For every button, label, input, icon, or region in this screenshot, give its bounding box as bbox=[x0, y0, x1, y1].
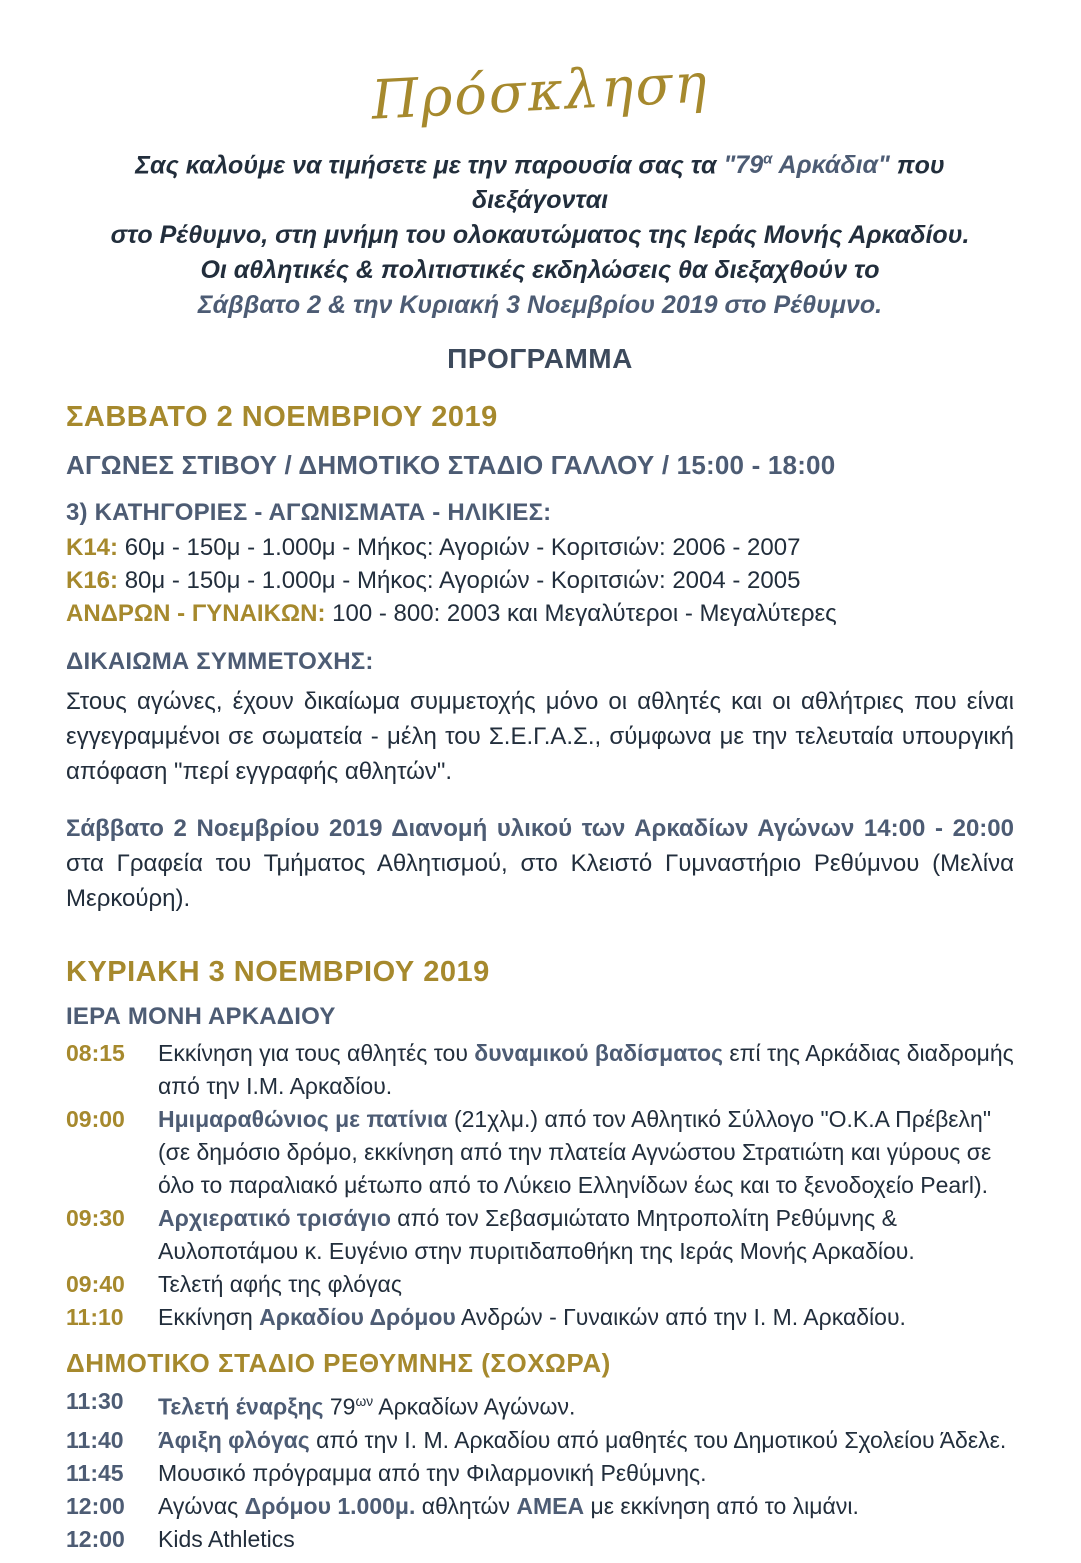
schedule-row bbox=[66, 1424, 1014, 1457]
schedule-row bbox=[66, 1301, 1014, 1334]
text-segment-bold: Άφιξη φλόγας bbox=[158, 1426, 310, 1453]
schedule-description bbox=[158, 1424, 1014, 1457]
schedule-description bbox=[158, 1037, 1014, 1103]
schedule-time: 09:40 bbox=[66, 1271, 125, 1298]
categories-heading: 3) ΚΑΤΗΓΟΡΙΕΣ - ΑΓΩΝΙΣΜΑΤΑ - ΗΛΙΚΙΕΣ: bbox=[66, 499, 552, 527]
category-label: Κ16: bbox=[66, 567, 119, 595]
category-label: Κ14: bbox=[66, 534, 119, 562]
text-segment-bold: ΑΜΕΑ bbox=[516, 1492, 585, 1519]
schedule-description bbox=[158, 1202, 1014, 1268]
intro-line1-post: που διεξάγονται bbox=[471, 151, 945, 215]
schedule-row bbox=[66, 1523, 1014, 1556]
text-segment: με εκκίνηση από το λιμάνι. bbox=[584, 1492, 859, 1519]
schedule-row bbox=[66, 1037, 1014, 1103]
intro-line-2: στο Ρέθυμνο, στη μνήμη του ολοκαυτώματος της Ιεράς Μονής Αρκαδίου. bbox=[110, 221, 970, 250]
event-name-rest: Αρκάδια" bbox=[772, 151, 890, 180]
text-segment: 79 bbox=[323, 1393, 356, 1420]
document-content bbox=[0, 142, 1080, 1556]
text-segment: (21χλμ.) από τον Αθλητικό Σύλλογο "Ο.Κ.Α Πρέβελη" (σε δημόσιο δρόμο, εκκίνηση από την πλατεία Αγνώστου Στρατιώτη και γύρους σε όλο το παραλιακό μέτωπο από το Λύκειο Ελληνίδων έως και το ξενοδοχείο Pearl). bbox=[158, 1106, 992, 1199]
schedule-row bbox=[66, 1202, 1014, 1268]
intro-paragraph bbox=[66, 142, 1014, 323]
text-segment: Αγώνας bbox=[158, 1492, 245, 1519]
text-segment-bold: Ημιμαραθώνιος με πατίνια bbox=[158, 1106, 448, 1133]
text-segment: Εκκίνηση για τους αθλητές του bbox=[158, 1040, 475, 1067]
text-segment: Αρκαδίων Αγώνων. bbox=[373, 1393, 576, 1420]
schedule-time: 11:40 bbox=[66, 1426, 124, 1453]
saturday-heading: ΣΑΒΒΑΤΟ 2 ΝΟΕΜΒΡΙΟΥ 2019 bbox=[66, 401, 498, 434]
schedule-row bbox=[66, 1385, 1014, 1424]
stadium-schedule bbox=[66, 1385, 1014, 1556]
categories-list bbox=[66, 531, 1014, 630]
text-segment: Εκκίνηση bbox=[158, 1304, 260, 1331]
schedule-description bbox=[158, 1490, 1014, 1523]
schedule-time: 09:00 bbox=[66, 1106, 125, 1133]
schedule-time: 11:10 bbox=[66, 1304, 124, 1331]
event-number: "79 bbox=[723, 151, 764, 180]
schedule-description bbox=[158, 1103, 1014, 1202]
schedule-description bbox=[158, 1457, 1014, 1490]
schedule-description bbox=[158, 1268, 1014, 1301]
schedule-description bbox=[158, 1385, 1014, 1424]
monastery-schedule bbox=[66, 1037, 1014, 1334]
event-name-highlight bbox=[723, 151, 889, 179]
schedule-time: 12:00 bbox=[66, 1525, 125, 1552]
text-segment-bold: Αρχιερατικό τρισάγιο bbox=[158, 1205, 391, 1232]
category-row-adults bbox=[66, 597, 1014, 630]
category-row-k14 bbox=[66, 531, 1014, 564]
category-row-k16 bbox=[66, 564, 1014, 597]
text-segment: αθλητών bbox=[415, 1492, 517, 1519]
stadium-heading: ΔΗΜΟΤΙΚΟ ΣΤΑΔΙΟ ΡΕΘΥΜΝΗΣ (ΣΟΧΩΡΑ) bbox=[66, 1348, 611, 1379]
category-label: ΑΝΔΡΩΝ - ΓΥΝΑΙΚΩΝ: bbox=[66, 600, 326, 628]
text-segment: από τον Σεβασμιώτατο Μητροπολίτη Ρεθύμνης & Αυλοποτάμου κ. Ευγένιο στην πυριτιδαποθήκη της Ιεράς Μονής Αρκαδίου. bbox=[158, 1205, 915, 1265]
schedule-time: 09:30 bbox=[66, 1205, 125, 1232]
distribution-paragraph bbox=[66, 811, 1014, 916]
intro-line-1 bbox=[66, 142, 1014, 218]
schedule-row bbox=[66, 1103, 1014, 1202]
text-segment-sup: ων bbox=[355, 1394, 374, 1410]
intro-line1-pre: Σας καλούμε να τιμήσετε με την παρουσία σας τα bbox=[135, 151, 724, 180]
text-segment: επί της Αρκάδιας διαδρομής από την Ι.Μ. Αρκαδίου. bbox=[158, 1040, 1014, 1100]
schedule-time: 11:45 bbox=[66, 1459, 124, 1486]
script-title: Πρόσκληση bbox=[369, 51, 711, 132]
schedule-description bbox=[158, 1301, 1014, 1334]
schedule-row bbox=[66, 1268, 1014, 1301]
participation-paragraph: Στους αγώνες, έχουν δικαίωμα συμμετοχής μόνο οι αθλητές και οι αθλήτριες που είναι εγγεγραμμένοι σε σωματεία - μέλη του Σ.Ε.Γ.Α.Σ., σύμφωνα με την τελευταία υπουργική απόφαση "περί εγγραφής αθλητών". bbox=[66, 688, 1014, 786]
program-heading: ΠΡΟΓΡΑΜΜΑ bbox=[447, 343, 633, 375]
distribution-rest-part: στα Γραφεία του Τμήματος Αθλητισμού, στο Κλειστό Γυμναστήριο Ρεθύμνου (Μελίνα Μερκούρη). bbox=[66, 850, 1014, 913]
schedule-row bbox=[66, 1457, 1014, 1490]
event-number-sup: α bbox=[763, 151, 773, 168]
category-text: 80μ - 150μ - 1.000μ - Μήκος: Αγοριών - Κοριτσιών: 2004 - 2005 bbox=[118, 567, 801, 595]
schedule-time: 11:30 bbox=[66, 1388, 124, 1415]
monastery-heading: ΙΕΡΑ ΜΟΝΗ ΑΡΚΑΔΙΟΥ bbox=[66, 1003, 336, 1031]
text-segment-bold: Τελετή έναρξης bbox=[158, 1393, 324, 1420]
text-segment: Kids Athletics bbox=[158, 1525, 295, 1552]
intro-dates-line: Σάββατο 2 & την Κυριακή 3 Νοεμβρίου 2019 στο Ρέθυμνο. bbox=[197, 291, 883, 320]
saturday-venue-line: ΑΓΩΝΕΣ ΣΤΙΒΟΥ / ΔΗΜΟΤΙΚΟ ΣΤΑΔΙΟ ΓΑΛΛΟΥ / 15:00 - 18:00 bbox=[66, 450, 836, 481]
text-segment: Μουσικό πρόγραμμα από την Φιλαρμονική Ρεθύμνης. bbox=[158, 1459, 707, 1486]
schedule-time: 12:00 bbox=[66, 1492, 125, 1519]
schedule-time: 08:15 bbox=[66, 1040, 125, 1067]
text-segment: από την Ι. Μ. Αρκαδίου από μαθητές του Δημοτικού Σχολείου Άδελε. bbox=[309, 1426, 1007, 1453]
schedule-row bbox=[66, 1490, 1014, 1523]
distribution-bold-part: Σάββατο 2 Νοεμβρίου 2019 Διανομή υλικού των Αρκαδίων Αγώνων 14:00 - 20:00 bbox=[66, 815, 1014, 843]
invitation-document bbox=[0, 52, 1080, 1563]
intro-line-3: Οι αθλητικές & πολιτιστικές εκδηλώσεις θα διεξαχθούν το bbox=[200, 256, 880, 285]
sunday-heading: ΚΥΡΙΑΚΗ 3 ΝΟΕΜΒΡΙΟΥ 2019 bbox=[66, 956, 490, 989]
text-segment: Τελετή αφής της φλόγας bbox=[158, 1271, 402, 1298]
participation-heading: ΔΙΚΑΙΩΜΑ ΣΥΜΜΕΤΟΧΗΣ: bbox=[66, 648, 374, 676]
category-text: 60μ - 150μ - 1.000μ - Μήκος: Αγοριών - Κοριτσιών: 2006 - 2007 bbox=[118, 534, 801, 562]
text-segment-bold: Αρκαδίου Δρόμου bbox=[259, 1304, 456, 1331]
text-segment-bold: Δρόμου 1.000μ. bbox=[244, 1492, 416, 1519]
category-text: 100 - 800: 2003 και Μεγαλύτεροι - Μεγαλύτερες bbox=[325, 600, 837, 628]
text-segment: Ανδρών - Γυναικών από την Ι. Μ. Αρκαδίου. bbox=[455, 1304, 906, 1331]
text-segment-bold: δυναμικού βαδίσματος bbox=[474, 1040, 724, 1067]
schedule-description bbox=[158, 1523, 1014, 1556]
